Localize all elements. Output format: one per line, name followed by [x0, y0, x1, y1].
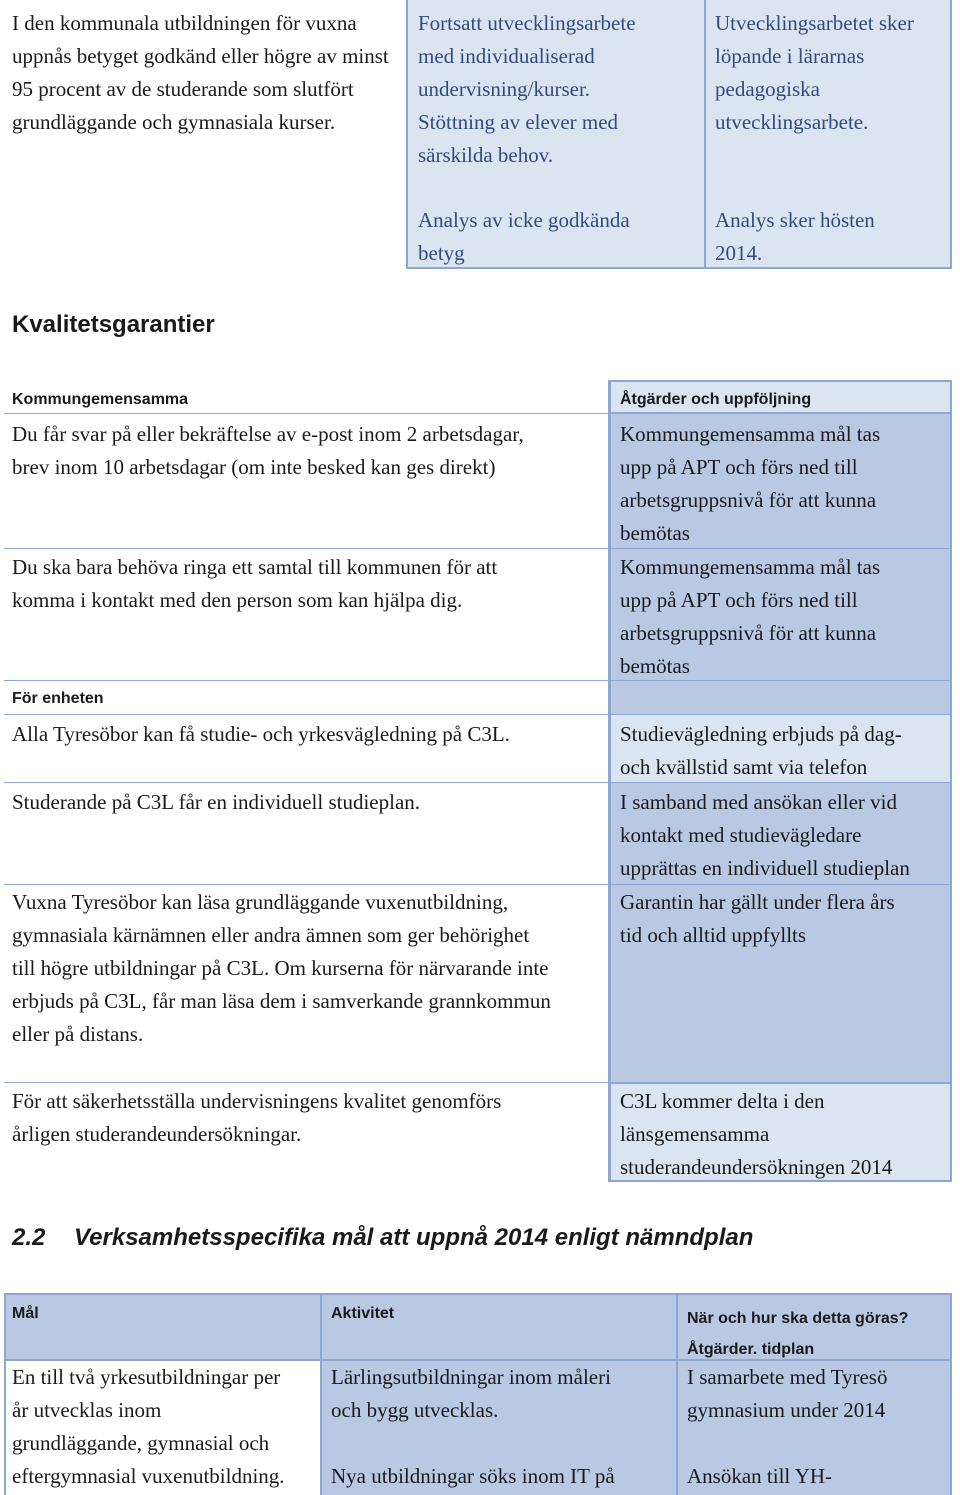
text-line: Kommungemensamma mål tas — [620, 422, 881, 446]
text-line: Lärlingsutbildningar inom måleri — [331, 1365, 611, 1389]
guarantee-row — [12, 551, 602, 617]
guarantee-row — [12, 418, 602, 484]
text-line: erbjuds på C3L, får man läsa dem i samverkande grannkommun — [12, 989, 551, 1013]
section-title: Verksamhetsspecifika mål att uppnå 2014 enligt nämndplan — [74, 1224, 754, 1251]
followup-row — [620, 418, 950, 550]
top-activity — [418, 7, 703, 172]
guarantee-row — [12, 886, 602, 1051]
followup-row — [620, 551, 950, 683]
divider — [950, 0, 952, 268]
text-line: löpande i lärarnas — [715, 44, 865, 68]
header-line: Åtgärder. tidplan — [687, 1341, 815, 1358]
text-line: upprättas en individuell studieplan — [620, 856, 910, 880]
text-line: och kvällstid samt via telefon — [620, 755, 868, 779]
top-followup-analysis — [715, 204, 950, 270]
text-line: Vuxna Tyresöbor kan läsa grundläggande vuxenutbildning, — [12, 890, 509, 914]
text-line: Analys av icke godkända — [418, 208, 630, 232]
followup-row — [620, 886, 950, 952]
section-heading: Kvalitetsgarantier — [12, 311, 215, 338]
text-line: upp på APT och förs ned till — [620, 588, 858, 612]
text-line: I samband med ansökan eller vid — [620, 790, 897, 814]
divider — [4, 413, 952, 414]
section-2-2-heading — [12, 1224, 753, 1252]
text-line: länsgemensamma — [620, 1122, 770, 1146]
divider — [4, 714, 952, 715]
text-line: betyg — [418, 241, 465, 265]
text-line: gymnasiala kärnämnen eller andra ämnen som ger behörighet — [12, 923, 530, 947]
text-line: Studerande på C3L får en individuell studieplan. — [12, 790, 421, 814]
text-line: årligen studerandeundersökningar. — [12, 1122, 302, 1146]
text-line: studerandeundersökningen 2014 — [620, 1155, 893, 1179]
text-line: I samarbete med Tyresö — [687, 1365, 888, 1389]
text-line: upp på APT och förs ned till — [620, 455, 858, 479]
text-line: Du ska bara behöva ringa ett samtal till kommunen för att — [12, 555, 498, 579]
divider — [406, 0, 408, 268]
text-line: undervisning/kurser. — [418, 77, 591, 101]
atgarder-header: Åtgärder och uppföljning — [620, 391, 812, 408]
text-line: Kommungemensamma mål tas — [620, 555, 881, 579]
aktivitet-text-2: Nya utbildningar söks inom IT på — [331, 1464, 615, 1488]
text-line: tid och alltid uppfyllts — [620, 923, 807, 947]
header-line: När och hur ska detta göras? — [687, 1310, 909, 1327]
divider — [4, 1082, 952, 1083]
text-line: bemötas — [620, 654, 690, 678]
divider — [676, 1293, 678, 1495]
nar-text — [687, 1361, 947, 1427]
text-line: Studievägledning erbjuds på dag- — [620, 722, 902, 746]
mal-header: Mål — [12, 1305, 39, 1322]
text-line: Du får svar på eller bekräftelse av e-post inom 2 arbetsdagar, — [12, 422, 524, 446]
text-line: Fortsatt utvecklingsarbete — [418, 11, 636, 35]
text-line: gymnasium under 2014 — [687, 1398, 886, 1422]
text-line: komma i kontakt med den person som kan hjälpa dig. — [12, 588, 463, 612]
text-line: C3L kommer delta i den — [620, 1089, 825, 1113]
text-line: Alla Tyresöbor kan få studie- och yrkesvägledning på C3L. — [12, 722, 510, 746]
nar-text-2: Ansökan till YH- — [687, 1464, 833, 1488]
text-line: eller på distans. — [12, 1022, 144, 1046]
followup-row — [620, 1085, 950, 1184]
text-line: För att säkerhetsställa undervisningens kvalitet genomförs — [12, 1089, 502, 1113]
top-goal-text: I den kommunala utbildningen för vuxna uppnås betyget godkänd eller högre av minst 95 procent av de studerande som slutfört grundläggande och gymnasiala kurser. — [12, 11, 389, 134]
text-line: eftergymnasial vuxenutbildning. — [12, 1464, 285, 1488]
guarantee-row — [12, 786, 602, 819]
followup-row — [620, 718, 950, 784]
text-line: Utvecklingsarbetet sker — [715, 11, 914, 35]
text-line: Stöttning av elever med — [418, 110, 619, 134]
section-number: 2.2 — [12, 1224, 46, 1251]
text-line: arbetsgruppsnivå för att kunna — [620, 488, 877, 512]
text-line: 2014. — [715, 241, 763, 265]
divider — [320, 1293, 322, 1495]
text-line: särskilda behov. — [418, 143, 554, 167]
guarantee-row — [12, 1085, 602, 1151]
text-line: En till två yrkesutbildningar per — [12, 1365, 281, 1389]
aktivitet-text — [331, 1361, 671, 1427]
text-line: pedagogiska — [715, 77, 820, 101]
text-line: år utvecklas inom — [12, 1398, 162, 1422]
nar-header — [687, 1303, 908, 1365]
top-analysis — [418, 204, 703, 270]
text-line: Garantin har gällt under flera års — [620, 890, 895, 914]
unit-header: För enheten — [12, 690, 104, 707]
kommungemensamma-header: Kommungemensamma — [12, 391, 189, 408]
text-line: med individualiserad — [418, 44, 595, 68]
text-line: till högre utbildningar på C3L. Om kurserna för närvarande inte — [12, 956, 549, 980]
text-line: grundläggande, gymnasial och — [12, 1431, 270, 1455]
top-followup — [715, 7, 950, 139]
text-line: arbetsgruppsnivå för att kunna — [620, 621, 877, 645]
divider — [704, 0, 706, 268]
aktivitet-header: Aktivitet — [331, 1305, 395, 1322]
text-line: Analys sker hösten — [715, 208, 875, 232]
text-line: kontakt med studievägledare — [620, 823, 862, 847]
text-line: brev inom 10 arbetsdagar (om inte besked kan ges direkt) — [12, 455, 496, 479]
text-line: och bygg utvecklas. — [331, 1398, 499, 1422]
text-line: bemötas — [620, 521, 690, 545]
mal-text — [12, 1361, 317, 1493]
followup-row — [620, 786, 950, 885]
divider — [608, 380, 610, 1182]
text-line: utvecklingsarbete. — [715, 110, 869, 134]
guarantee-row — [12, 718, 602, 751]
